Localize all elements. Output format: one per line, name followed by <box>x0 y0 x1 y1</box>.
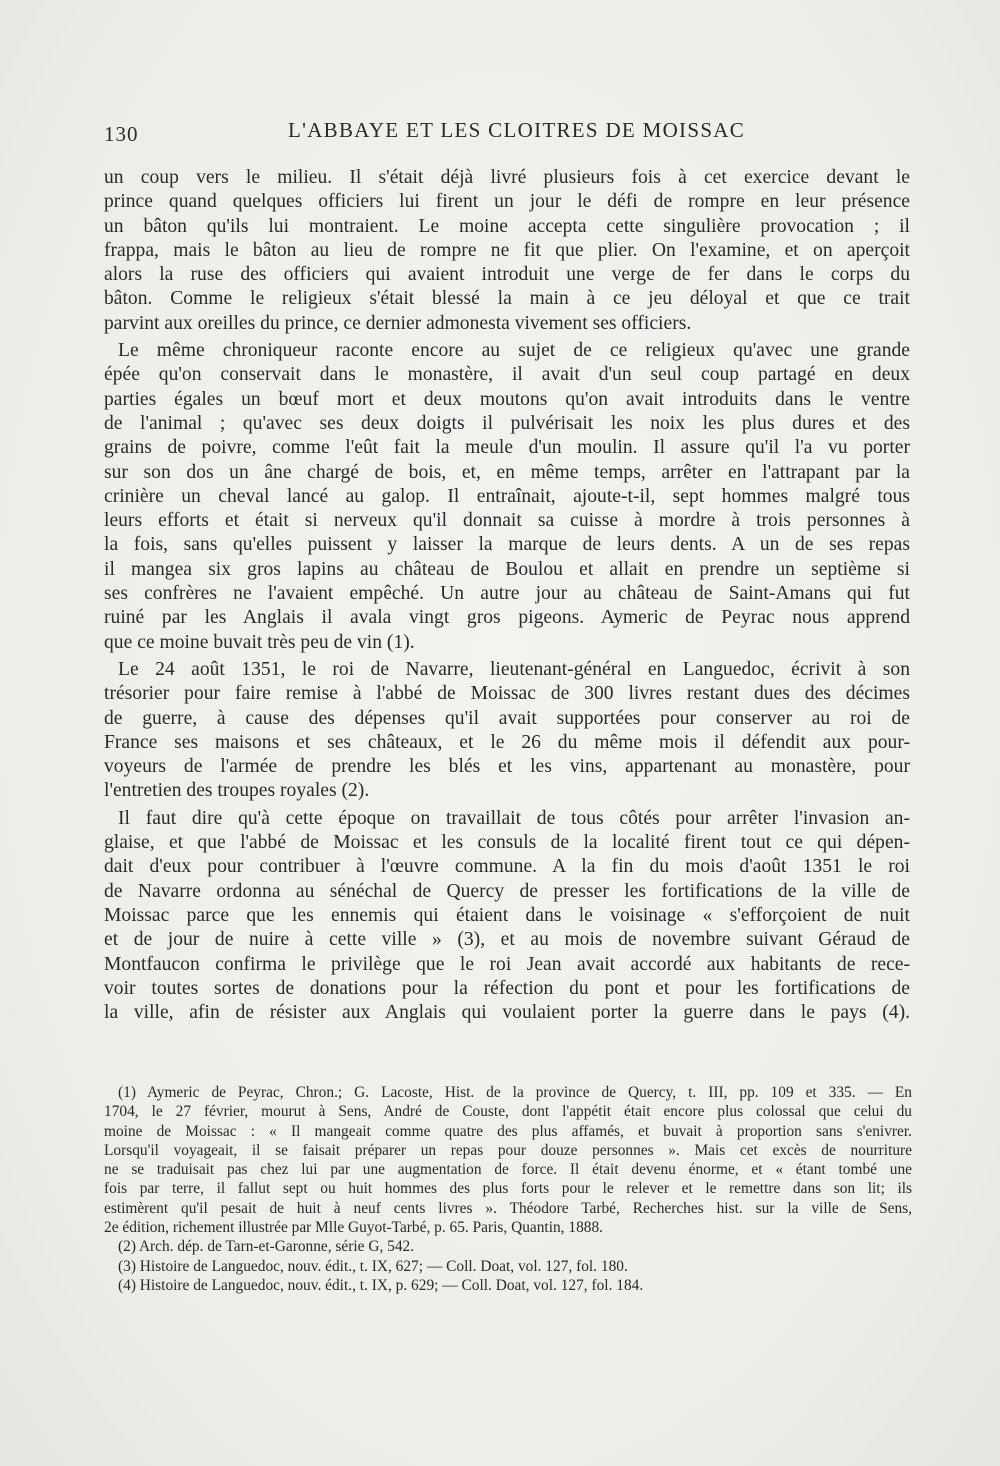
running-title: L'ABBAYE ET LES CLOITRES DE MOISSAC <box>288 118 746 142</box>
page-number: 130 <box>104 122 139 146</box>
text-line: un coup vers le milieu. Il s'était déjà livré plusieurs fois à cet exercice devant le <box>104 167 910 188</box>
text-line: alors la ruse des officiers qui avaient introduit une verge de fer dans le corps du <box>104 264 910 286</box>
text-line: parties égales un bœuf mort et deux moutons qu'on avait introduits dans le ventre <box>104 388 910 410</box>
text-line: grains de poivre, comme l'eût fait la meule d'un moulin. Il assure qu'il l'a vu porter <box>104 437 910 459</box>
footnote <box>104 1257 912 1276</box>
text-line: un bâton qu'ils lui montraient. Le moine accepta cette singulière provocation ; il <box>104 215 910 237</box>
text-line: de Navarre ordonna au sénéchal de Quercy de presser les fortifications de la ville de <box>104 880 910 902</box>
text-line: dait d'eux pour contribuer à l'œuvre commune. A la fin du mois d'août 1351 le roi <box>104 856 910 878</box>
footnote <box>104 1276 912 1295</box>
footnote-line: fois par terre, il fallut sept ou huit hommes des plus forts pour le relever et le remettre dans son lit; ils <box>104 1180 912 1198</box>
footnote <box>104 1237 912 1256</box>
text-line: de guerre, à cause des dépenses qu'il avait supportées pour conserver au roi de <box>104 707 910 729</box>
text-line: épée qu'on conservait dans le monastère, il avait d'un seul coup partagé en deux <box>104 364 910 386</box>
paragraph <box>104 807 910 1026</box>
text-line: de l'animal ; qu'avec ses deux doigts il pulvérisait les noix les plus dures et des <box>104 412 910 434</box>
text-line: et de jour de nuire à cette ville » (3), et au mois de novembre suivant Géraud de <box>104 929 910 951</box>
text-line: France ses maisons et ses châteaux, et le 26 du même mois il défendit aux pour- <box>104 731 910 753</box>
footnote-line: ne se traduisait pas chez lui par une augmentation de force. Il était devenu énorme, et « étant tombé une <box>104 1161 912 1179</box>
footnote <box>104 1083 912 1237</box>
text-line: l'entretien des troupes royales (2). <box>104 780 370 802</box>
text-line: glaise, et que l'abbé de Moissac et les consuls de la localité firent tout ce qui dépen- <box>104 832 910 854</box>
text-line: ses confrères ne l'avaient empêché. Un autre jour au château de Saint-Amans qui fut <box>104 583 910 605</box>
text-line: la ville, afin de résister aux Anglais qui voulaient porter la guerre dans le pays (4). <box>104 1002 910 1024</box>
footnotes <box>104 1083 912 1295</box>
paragraph <box>104 166 910 336</box>
footnote-line: 2e édition, richement illustrée par Mlle Guyot-Tarbé, p. 65. Paris, Quantin, 1888. <box>104 1219 604 1237</box>
text-line: leurs efforts et était si nerveux qu'il donnait sa cuisse à mordre à trois personnes à <box>104 510 910 532</box>
text-line: crinière un cheval lancé au galop. Il entraînait, ajoute-t-il, sept hommes malgré tous <box>104 485 910 507</box>
text-line: que ce moine buvait très peu de vin (1). <box>104 631 415 653</box>
footnote-line: (3) Histoire de Languedoc, nouv. édit., t. IX, 627; — Coll. Doat, vol. 127, fol. 180. <box>118 1257 628 1275</box>
footnote-line: moine de Moissac : « Il mangeait comme quatre des plus affamés, et buvait à proportion sans s'enivrer. <box>104 1122 912 1140</box>
text-line: frappa, mais le bâton au lieu de rompre ne fit que plier. On l'examine, et on aperçoit <box>104 239 910 261</box>
text-line: prince quand quelques officiers lui firent un jour le défi de rompre en leur présence <box>104 191 910 213</box>
text-line: voir toutes sortes de donations pour la réfection du pont et pour les fortifications de <box>104 977 910 999</box>
text-line: bâton. Comme le religieux s'était blessé la main à ce jeu déloyal et que ce trait <box>104 288 910 310</box>
text-line: Il faut dire qu'à cette époque on travaillait de tous côtés pour arrêter l'invasion an- <box>118 807 910 829</box>
footnote-line: (1) Aymeric de Peyrac, Chron.; G. Lacoste, Hist. de la province de Quercy, t. III, pp. 109 et 335. — En <box>118 1084 912 1101</box>
footnote-line: Lorsqu'il voyageait, il se faisait préparer un repas pour douze personnes ». Mais cet excès de nourriture <box>104 1141 912 1159</box>
text-line: la fois, sans qu'elles puissent y laisser la marque de leurs dents. A un de ses repas <box>104 534 910 556</box>
footnote-line: 1704, le 27 février, mourut à Sens, André de Couste, dont l'appétit était encore plus colossal que celui du <box>104 1103 912 1121</box>
main-text <box>104 166 910 1025</box>
text-line: ruiné par les Anglais il avala vingt gros pigeons. Aymeric de Peyrac nous apprend <box>104 607 910 629</box>
text-line: parvint aux oreilles du prince, ce dernier admonesta vivement ses officiers. <box>104 312 692 334</box>
text-line: Montfaucon confirma le privilège que le roi Jean avait accordé aux habitants de rece- <box>104 953 910 975</box>
text-line: Moissac parce que les ennemis qui étaient dans le voisinage « s'efforçoient de nuit <box>104 904 910 926</box>
text-line: il mangea six gros lapins au château de Boulou et allait en prendre un septième si <box>104 558 910 580</box>
paragraph <box>104 339 910 655</box>
footnote-line: estimèrent qu'il pesait de huit à neuf cents livres ». Théodore Tarbé, Recherches hist. sur la ville de Sens, <box>104 1199 912 1217</box>
paragraph <box>104 658 910 804</box>
text-line: sur son dos un âne chargé de bois, et, en même temps, arrêter en l'attrapant par la <box>104 461 910 483</box>
footnote-line: (4) Histoire de Languedoc, nouv. édit., t. IX, p. 629; — Coll. Doat, vol. 127, fol. 184. <box>118 1276 644 1294</box>
text-line: Le 24 août 1351, le roi de Navarre, lieutenant-général en Languedoc, écrivit à son <box>118 658 910 680</box>
footnote-line: (2) Arch. dép. de Tarn-et-Garonne, série G, 542. <box>118 1238 415 1256</box>
text-line: Le même chroniqueur raconte encore au sujet de ce religieux qu'avec une grande <box>118 340 910 362</box>
page-header <box>104 118 910 148</box>
text-line: trésorier pour faire remise à l'abbé de Moissac de 300 livres restant dues des décimes <box>104 683 910 705</box>
text-line: voyeurs de l'armée de prendre les blés et les vins, appartenant au monastère, pour <box>104 756 910 778</box>
